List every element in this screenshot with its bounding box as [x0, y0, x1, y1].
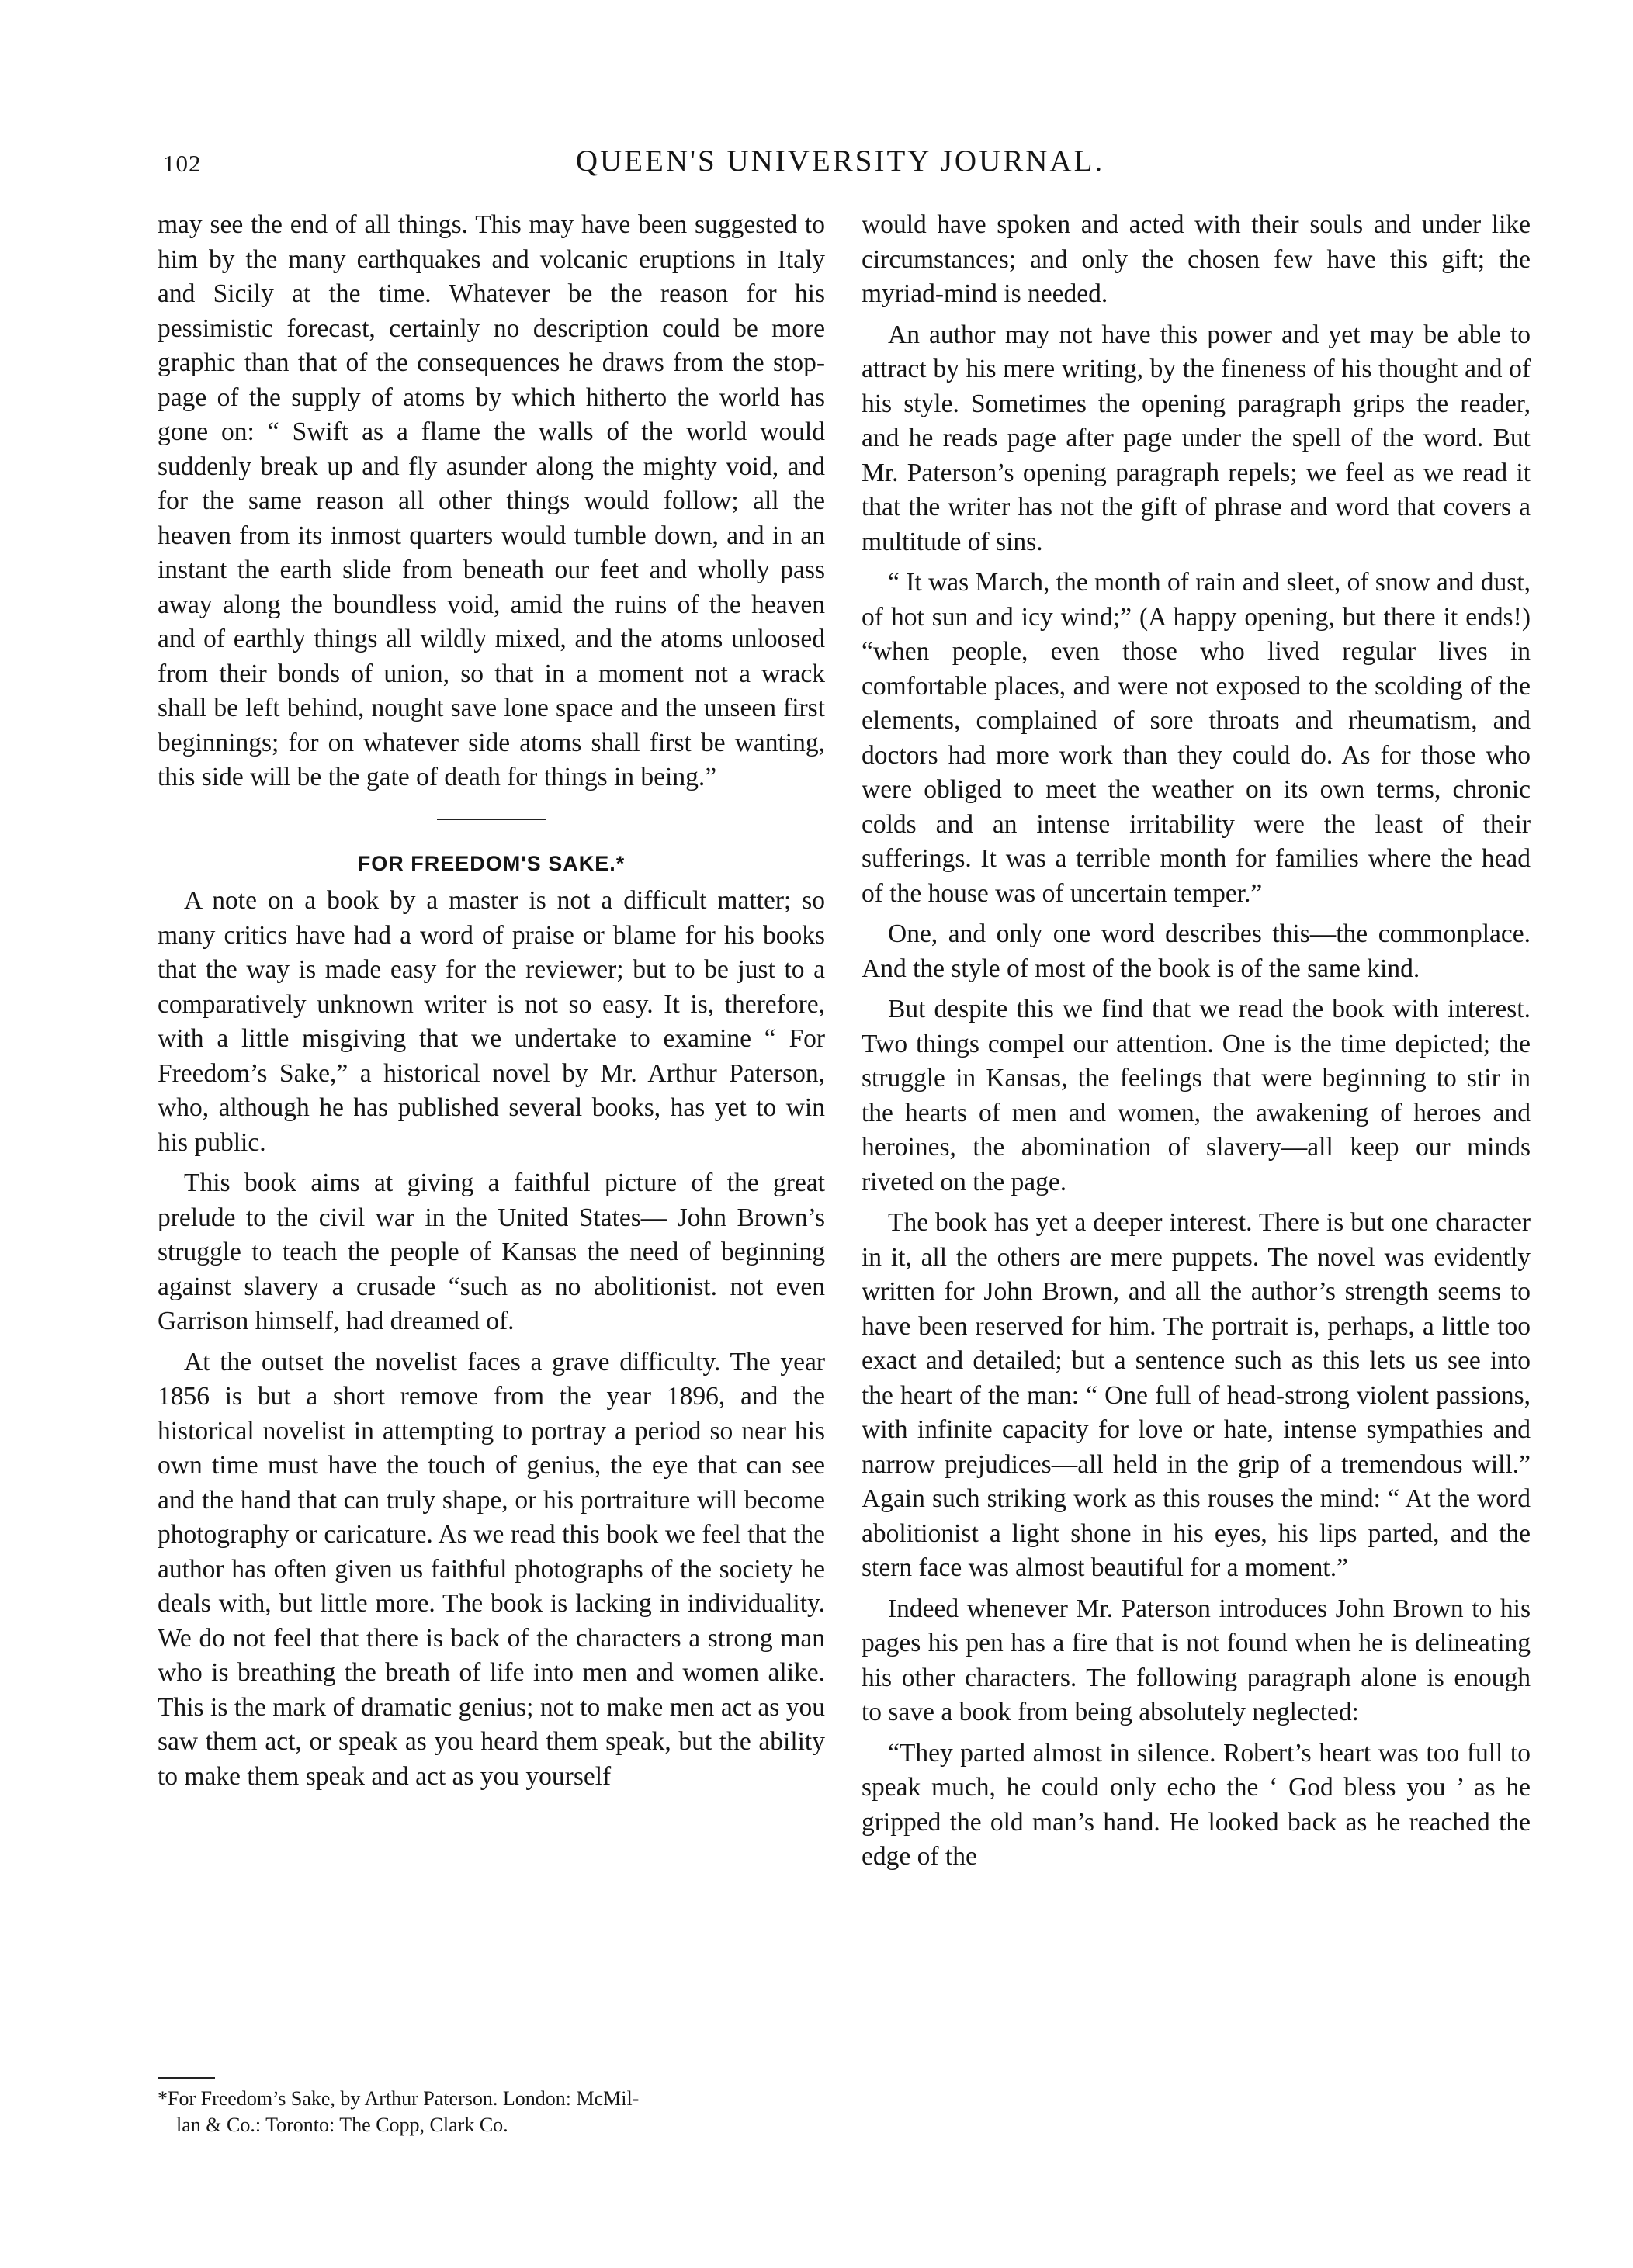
section-title: FOR FREEDOM'S SAKE.* — [357, 851, 626, 875]
paragraph: Indeed whenever Mr. Paterson introduces John Brown to his pages his pen has a fire that is not found when he is delineating his other characters. The following paragraph alone is enough to save a book from being absolutely neglected: — [862, 1594, 1531, 1726]
journal-title: QUEEN'S UNIVERSITY JOURNAL. — [575, 144, 1105, 178]
paragraph: “ It was March, the month of rain and sleet, of snow and dust, of hot sun and icy wind;” (A happy opening, but there it ends!) “when people, even those who lived regular lives in comfortable places, and were not exposed to the scolding of the elements, complained of sore throats and rheumatism, and doctors had more work than they could do. As for those who were obliged to meet the weather on its own terms, chronic colds and an intense irritability were the least of their sufferings. It was a terrible month for families where the head of the house was of uncertain temper.” — [862, 568, 1531, 908]
paragraph: At the outset the novelist faces a grave difficulty. The year 1856 is but a short remove from the year 1896, and the historical novelist in attempting to portray a period so near his own time must have the touch of genius, the eye that can see and the hand that can truly shape, or his portraiture will become photography or caricature. As we read this book we feel that the author has often given us faithful photographs of the society he deals with, but little more. The book is lacking in individuality. We do not feel that there is back of the characters a strong man who is breathing the breath of life into men and women alike. This is the mark of dramatic genius; not to make men act as you saw them act, or speak as you heard them speak, but the ability to make them speak and act as you yourself — [158, 1347, 825, 1791]
footnote — [158, 2086, 825, 2138]
right-column — [862, 208, 1531, 1881]
paragraph: One, and only one word describes this—the commonplace. And the style of most of the book is of the same kind. — [862, 919, 1531, 983]
paragraph: An author may not have this power and yet may be able to attract by his mere writing, by the fineness of his thought and of his style. Sometimes the opening paragraph grips the reader, and he reads page after page under the spell of the word. But Mr. Paterson’s opening paragraph repels; we feel as we read it that the writer has not the gift of phrase and word that covers a multitude of sins. — [862, 320, 1531, 556]
footnote-line: *For Freedom’s Sake, by Arthur Paterson. London: McMil- — [158, 2087, 640, 2110]
paragraph: would have spoken and acted with their souls and under like circumstances; and only the chosen few have this gift; the myriad-mind is needed. — [862, 210, 1531, 308]
footnote-divider — [158, 2077, 215, 2079]
running-head — [163, 144, 1517, 190]
footnote-line: lan & Co.: Toronto: The Copp, Clark Co. — [176, 2114, 508, 2136]
paragraph: This book aims at giving a faithful picture of the great prelude to the civil war in the United States— John Brown’s struggle to teach the people of Kansas the need of beginning against slavery a crusade “such as no abolitionist. not even Garrison himself, had dreamed of. — [158, 1169, 825, 1335]
paragraph: A note on a book by a master is not a difficult matter; so many critics have had a word of praise or blame for his books that the way is made easy for the reviewer; but to be just to a comparatively unknown writer is not so easy. It is, therefore, with a little misgiving that we undertake to examine “ For Freedom’s Sake,” a historical novel by Mr. Arthur Paterson, who, although he has published several books, has yet to win his public. — [158, 886, 825, 1157]
paragraph: The book has yet a deeper interest. There is but one character in it, all the others are mere puppets. The novel was evidently written for John Brown, and all the author’s strength seems to have been reserved for him. The portrait is, perhaps, a little too exact and detailed; but a sentence such as this lets us see into the heart of the man: “ One full of head-strong violent passions, with infinite capacity for love or hate, intense sympathies and narrow prejudices—all held in the grip of a tremendous will.” Again such striking work as this rouses the mind: “ At the word abolitionist a light shone in his eyes, his lips parted, and the stern face was almost beautiful for a moment.” — [862, 1208, 1531, 1582]
paragraph: may see the end of all things. This may have been suggested to him by the many earthquakes and volcanic eruptions in Italy and Sicily at the time. Whatever be the reason for his pessimistic forecast, certainly no description could be more graphic than that of the consequences he draws from the stoppage of the supply of atoms by which hitherto the world has gone on: “ Swift as a flame the walls of the world would suddenly break up and fly asunder along the mighty void, and for the same reason all other things would follow; all the heaven from its inmost quarters would tumble down, and in an instant the earth slide from beneath our feet and wholly pass away along the boundless void, amid the ruins of the heaven and of earthly things all wildly mixed, and the atoms unloosed from their bonds of union, so that in a moment not a wrack shall be left behind, nought save lone space and the unseen first beginnings; for on whatever side atoms shall first be wanting, this side will be the gate of death for things in being.” — [158, 210, 825, 791]
paragraph: “They parted almost in silence. Robert’s heart was too full to speak much, he could only echo the ‘ God bless you ’ as he gripped the old man’s hand. He looked back as he reached the edge of the — [862, 1738, 1531, 1871]
paragraph: But despite this we find that we read the book with interest. Two things compel our attention. One is the time depicted; the struggle in Kansas, the feelings that were beginning to stir in the hearts of men and women, the awakening of heroes and heroines, the abomination of slavery—all keep our minds riveted on the page. — [862, 995, 1531, 1196]
page-number: 102 — [163, 150, 202, 177]
left-column — [158, 208, 825, 1800]
section-divider — [437, 819, 546, 820]
